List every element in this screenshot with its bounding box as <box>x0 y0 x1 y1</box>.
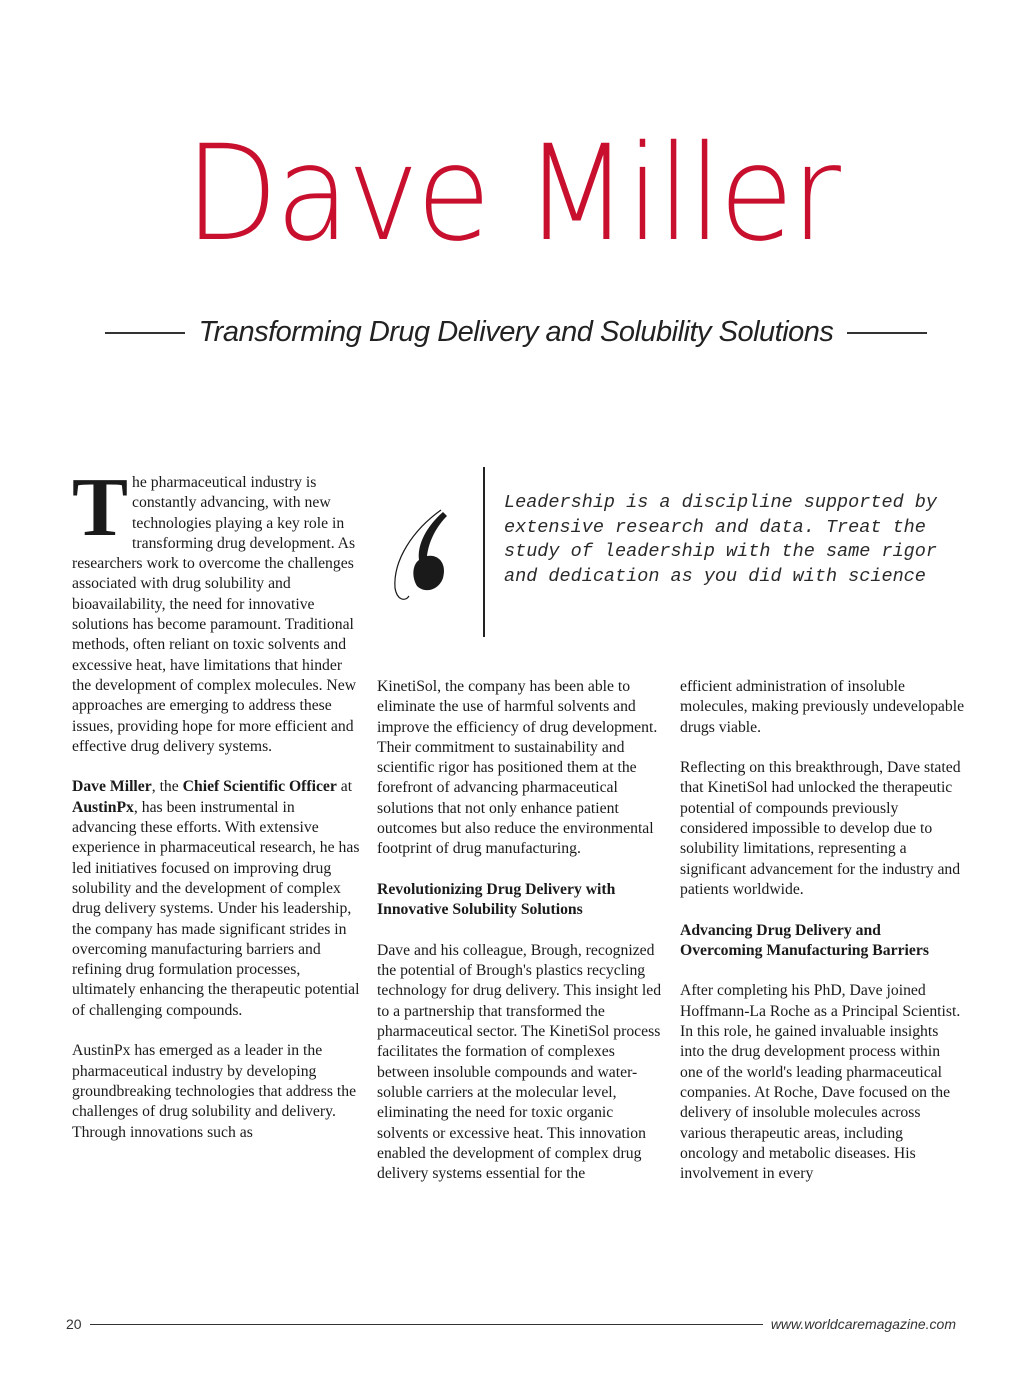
section-heading-advancing: Advancing Drug Delivery and Overcoming Manufacturing Barriers <box>680 921 929 959</box>
partnership-paragraph: Dave and his colleague, Brough, recognized the potential of Brough's plastics recycling technology for drug delivery. This insight led to a partnership that transformed the pharmaceutical sector. The KinetiSol process facilitates the formation of complexes between insoluble compounds and water-soluble carriers at the molecular level, eliminating the need for toxic organic solvents or excessive heat. This innovation enabled the development of complex drug delivery systems essential for the <box>377 941 662 1183</box>
quote-mark-icon <box>383 490 463 610</box>
pull-quote: Leadership is a discipline supported by extensive research and data. Treat the study of leadership with the same rigor and dedication as you did with science <box>504 492 937 587</box>
company-paragraph: AustinPx has emerged as a leader in the pharmaceutical industry by developing groundbreaking technologies that address the challenges of drug solubility and delivery. Through innovations such as <box>72 1042 357 1141</box>
quote-divider <box>483 467 485 637</box>
column-3 <box>680 677 965 1205</box>
roche-paragraph: After completing his PhD, Dave joined Hoffmann-La Roche as a Principal Scientist. In this role, he gained invaluable insights into the drug development process within one of the world's leading pharmaceutical companies. At Roche, Dave focused on the delivery of insoluble molecules across various therapeutic areas, including oncology and metabolic diseases. His involvement in every <box>680 982 961 1183</box>
company-name: AustinPx <box>72 798 134 816</box>
reflection-paragraph: Reflecting on this breakthrough, Dave stated that KinetiSol had unlocked the therapeutic potential of compounds previously considered impossible to develop due to solubility limitations, representing a significant advancement for the industry and patients worldwide. <box>680 759 961 898</box>
administration-paragraph: efficient administration of insoluble molecules, making previously undevelopable drugs viable. <box>680 678 965 736</box>
subtitle-row <box>105 316 927 349</box>
subtitle-left-rule <box>105 332 185 334</box>
person-name: Dave Miller <box>72 778 152 796</box>
intro-text: he pharmaceutical industry is constantly advancing, with new technologies playing a key role in transforming drug development. As researchers work to overcome the challenges associated with drug solubility and bioavailability, the need for innovative solutions has become paramount. Traditional methods, often reliant on toxic solvents and excessive heat, have limitations that hinder the development of complex molecules. New approaches are emerging to address these issues, providing hope for more efficient and effective drug delivery systems. <box>72 474 357 755</box>
person-role: Chief Scientific Officer <box>182 778 337 796</box>
kinetisol-paragraph: KinetiSol, the company has been able to eliminate the use of harmful solvents and improve the efficiency of drug development. Their commitment to sustainability and scientific rigor has positioned them at the forefront of advancing pharmaceutical solutions that not only enhance patient outcomes but also reduce the environmental footprint of drug manufacturing. <box>377 678 658 858</box>
subtitle-right-rule <box>847 332 927 334</box>
column-2 <box>377 677 662 1205</box>
page-footer <box>66 1316 956 1332</box>
drop-cap: T <box>72 461 129 554</box>
article-title: Dave Miller <box>184 117 839 271</box>
page-number: 20 <box>66 1316 82 1332</box>
article-subtitle: Transforming Drug Delivery and Solubility Solutions <box>198 316 834 348</box>
footer-rule <box>90 1324 763 1325</box>
section-heading-revolutionizing: Revolutionizing Drug Delivery with Innovative Solubility Solutions <box>377 880 616 919</box>
connector-text: at <box>336 778 353 796</box>
intro-paragraph <box>72 461 360 757</box>
magazine-url[interactable]: www.worldcaremagazine.com <box>770 1316 956 1332</box>
column-1 <box>72 461 360 1163</box>
profile-paragraph <box>72 777 360 1021</box>
profile-text: , has been instrumental in advancing these efforts. With extensive experience in pharmaceutical research, he has led initiatives focused on improving drug solubility and the development of complex drug delivery systems. Under his leadership, the company has made significant strides in overcoming manufacturing barriers and refining drug formulation processes, ultimately enhancing the therapeutic potential of challenging compounds. <box>72 798 360 1019</box>
connector-text: , the <box>151 778 183 796</box>
